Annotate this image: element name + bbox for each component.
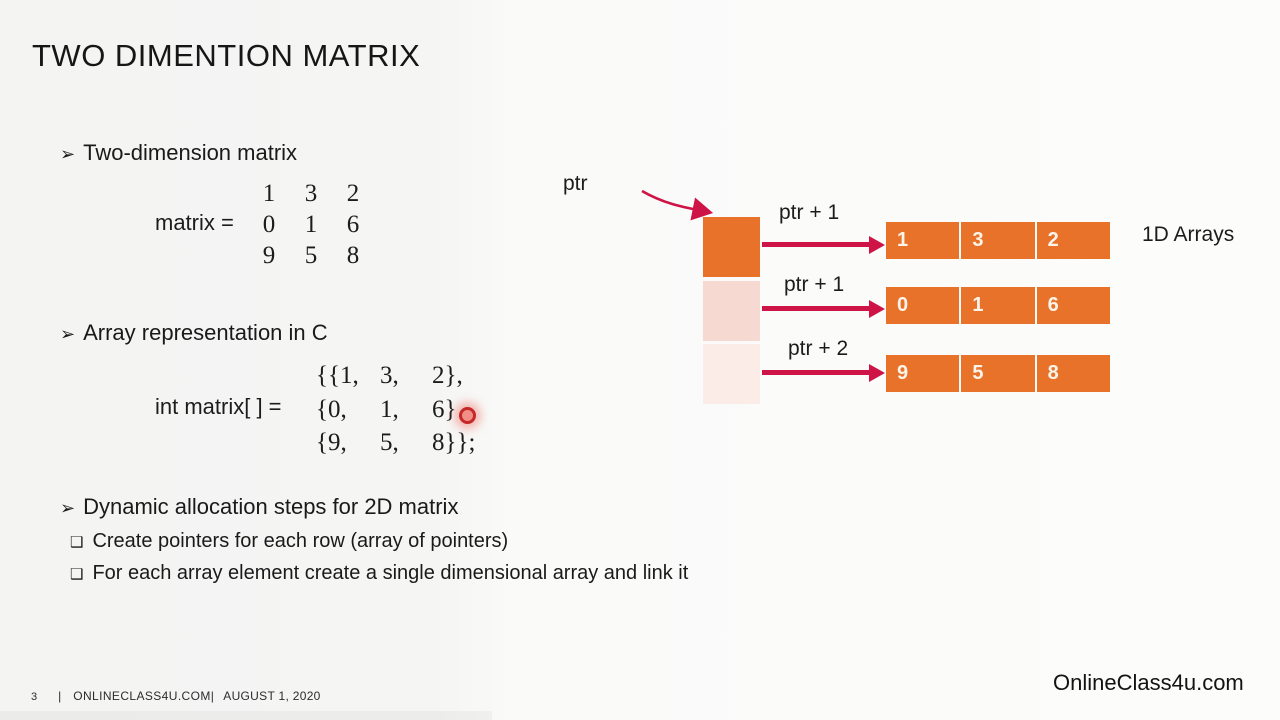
matrix-cell: 5 xyxy=(304,242,318,269)
footer-separator: | xyxy=(58,689,62,703)
arrow-bullet-icon: ➢ xyxy=(60,144,76,164)
code-initializer xyxy=(316,359,504,460)
array-cell: 2 xyxy=(1037,222,1110,259)
code-token: {0, xyxy=(316,395,347,423)
bullet-dynamic-allocation xyxy=(60,494,458,520)
step-link-arrays xyxy=(70,562,688,585)
pointer-arrow-row1-icon xyxy=(762,306,870,311)
pointer-box-row1 xyxy=(703,281,760,341)
footer-site: ONLINECLASS4U.COM| xyxy=(73,689,215,703)
pointer-offset-label-row1: ptr + 1 xyxy=(784,273,845,296)
bullet-array-representation-label: Array representation in C xyxy=(83,320,328,345)
matrix-cell: 1 xyxy=(262,180,276,207)
code-token: {9, xyxy=(316,429,347,456)
step-link-arrays-label: For each array element create a single dimensional array and link it xyxy=(92,562,689,584)
array-cell: 9 xyxy=(886,355,959,392)
pointer-arrow-row2-icon xyxy=(762,370,870,375)
array-cell: 8 xyxy=(1037,355,1110,392)
page-number: 3 xyxy=(31,691,38,703)
pointer-box-row2 xyxy=(703,344,760,404)
bullet-two-dimension-label: Two-dimension matrix xyxy=(83,140,298,165)
matrix-cell: 1 xyxy=(304,211,318,238)
checkbox-bullet-icon: ❑ xyxy=(70,566,84,583)
matrix-cell: 8 xyxy=(346,242,360,269)
footer xyxy=(31,689,321,703)
matrix-values xyxy=(248,178,374,271)
code-token: 1, xyxy=(380,395,399,423)
code-token: 6} xyxy=(432,395,457,423)
matrix-cell: 2 xyxy=(346,180,360,207)
array-cell: 5 xyxy=(961,355,1034,392)
code-token: 5, xyxy=(380,429,399,456)
bullet-dynamic-allocation-label: Dynamic allocation steps for 2D matrix xyxy=(83,494,459,519)
pointer-offset-label-row0: ptr + 1 xyxy=(779,201,840,224)
arrow-bullet-icon: ➢ xyxy=(60,324,76,344)
code-declaration-label: int matrix[ ] = xyxy=(155,394,282,419)
checkbox-bullet-icon: ❑ xyxy=(70,534,84,551)
step-create-pointers xyxy=(70,530,508,553)
bottom-shade xyxy=(0,711,492,720)
pointer-arrow-row0-icon xyxy=(762,242,870,247)
matrix-equals-label: matrix = xyxy=(155,210,234,235)
watermark: OnlineClass4u.com xyxy=(1053,670,1244,695)
matrix-cell: 0 xyxy=(262,211,276,238)
code-token: {{1, xyxy=(316,362,359,389)
array-cell: 3 xyxy=(961,222,1034,259)
matrix-cell: 3 xyxy=(304,180,318,207)
1d-arrays-label: 1D Arrays xyxy=(1142,223,1235,246)
ptr-label: ptr xyxy=(563,172,588,195)
array-cell: 0 xyxy=(886,287,959,324)
pointer-offset-label-row2: ptr + 2 xyxy=(788,337,849,360)
array-cell: 1 xyxy=(886,222,959,259)
bullet-two-dimension xyxy=(60,140,297,166)
page-title: TWO DIMENTION MATRIX xyxy=(32,38,421,73)
array-row-0 xyxy=(886,222,1110,259)
arrow-bullet-icon: ➢ xyxy=(60,498,76,518)
array-row-2 xyxy=(886,355,1110,392)
code-token: 8}}; xyxy=(432,429,476,456)
bullet-array-representation xyxy=(60,320,328,346)
array-row-1 xyxy=(886,287,1110,324)
matrix-cell: 9 xyxy=(262,242,276,269)
laser-pointer-dot xyxy=(459,407,476,424)
array-cell: 6 xyxy=(1037,287,1110,324)
code-token: 2}, xyxy=(432,362,463,389)
footer-date: AUGUST 1, 2020 xyxy=(223,689,321,703)
array-cell: 1 xyxy=(961,287,1034,324)
code-token: 3, xyxy=(380,362,399,389)
pointer-box-row0 xyxy=(703,217,760,277)
matrix-cell: 6 xyxy=(346,211,360,238)
step-create-pointers-label: Create pointers for each row (array of pointers) xyxy=(92,530,509,552)
